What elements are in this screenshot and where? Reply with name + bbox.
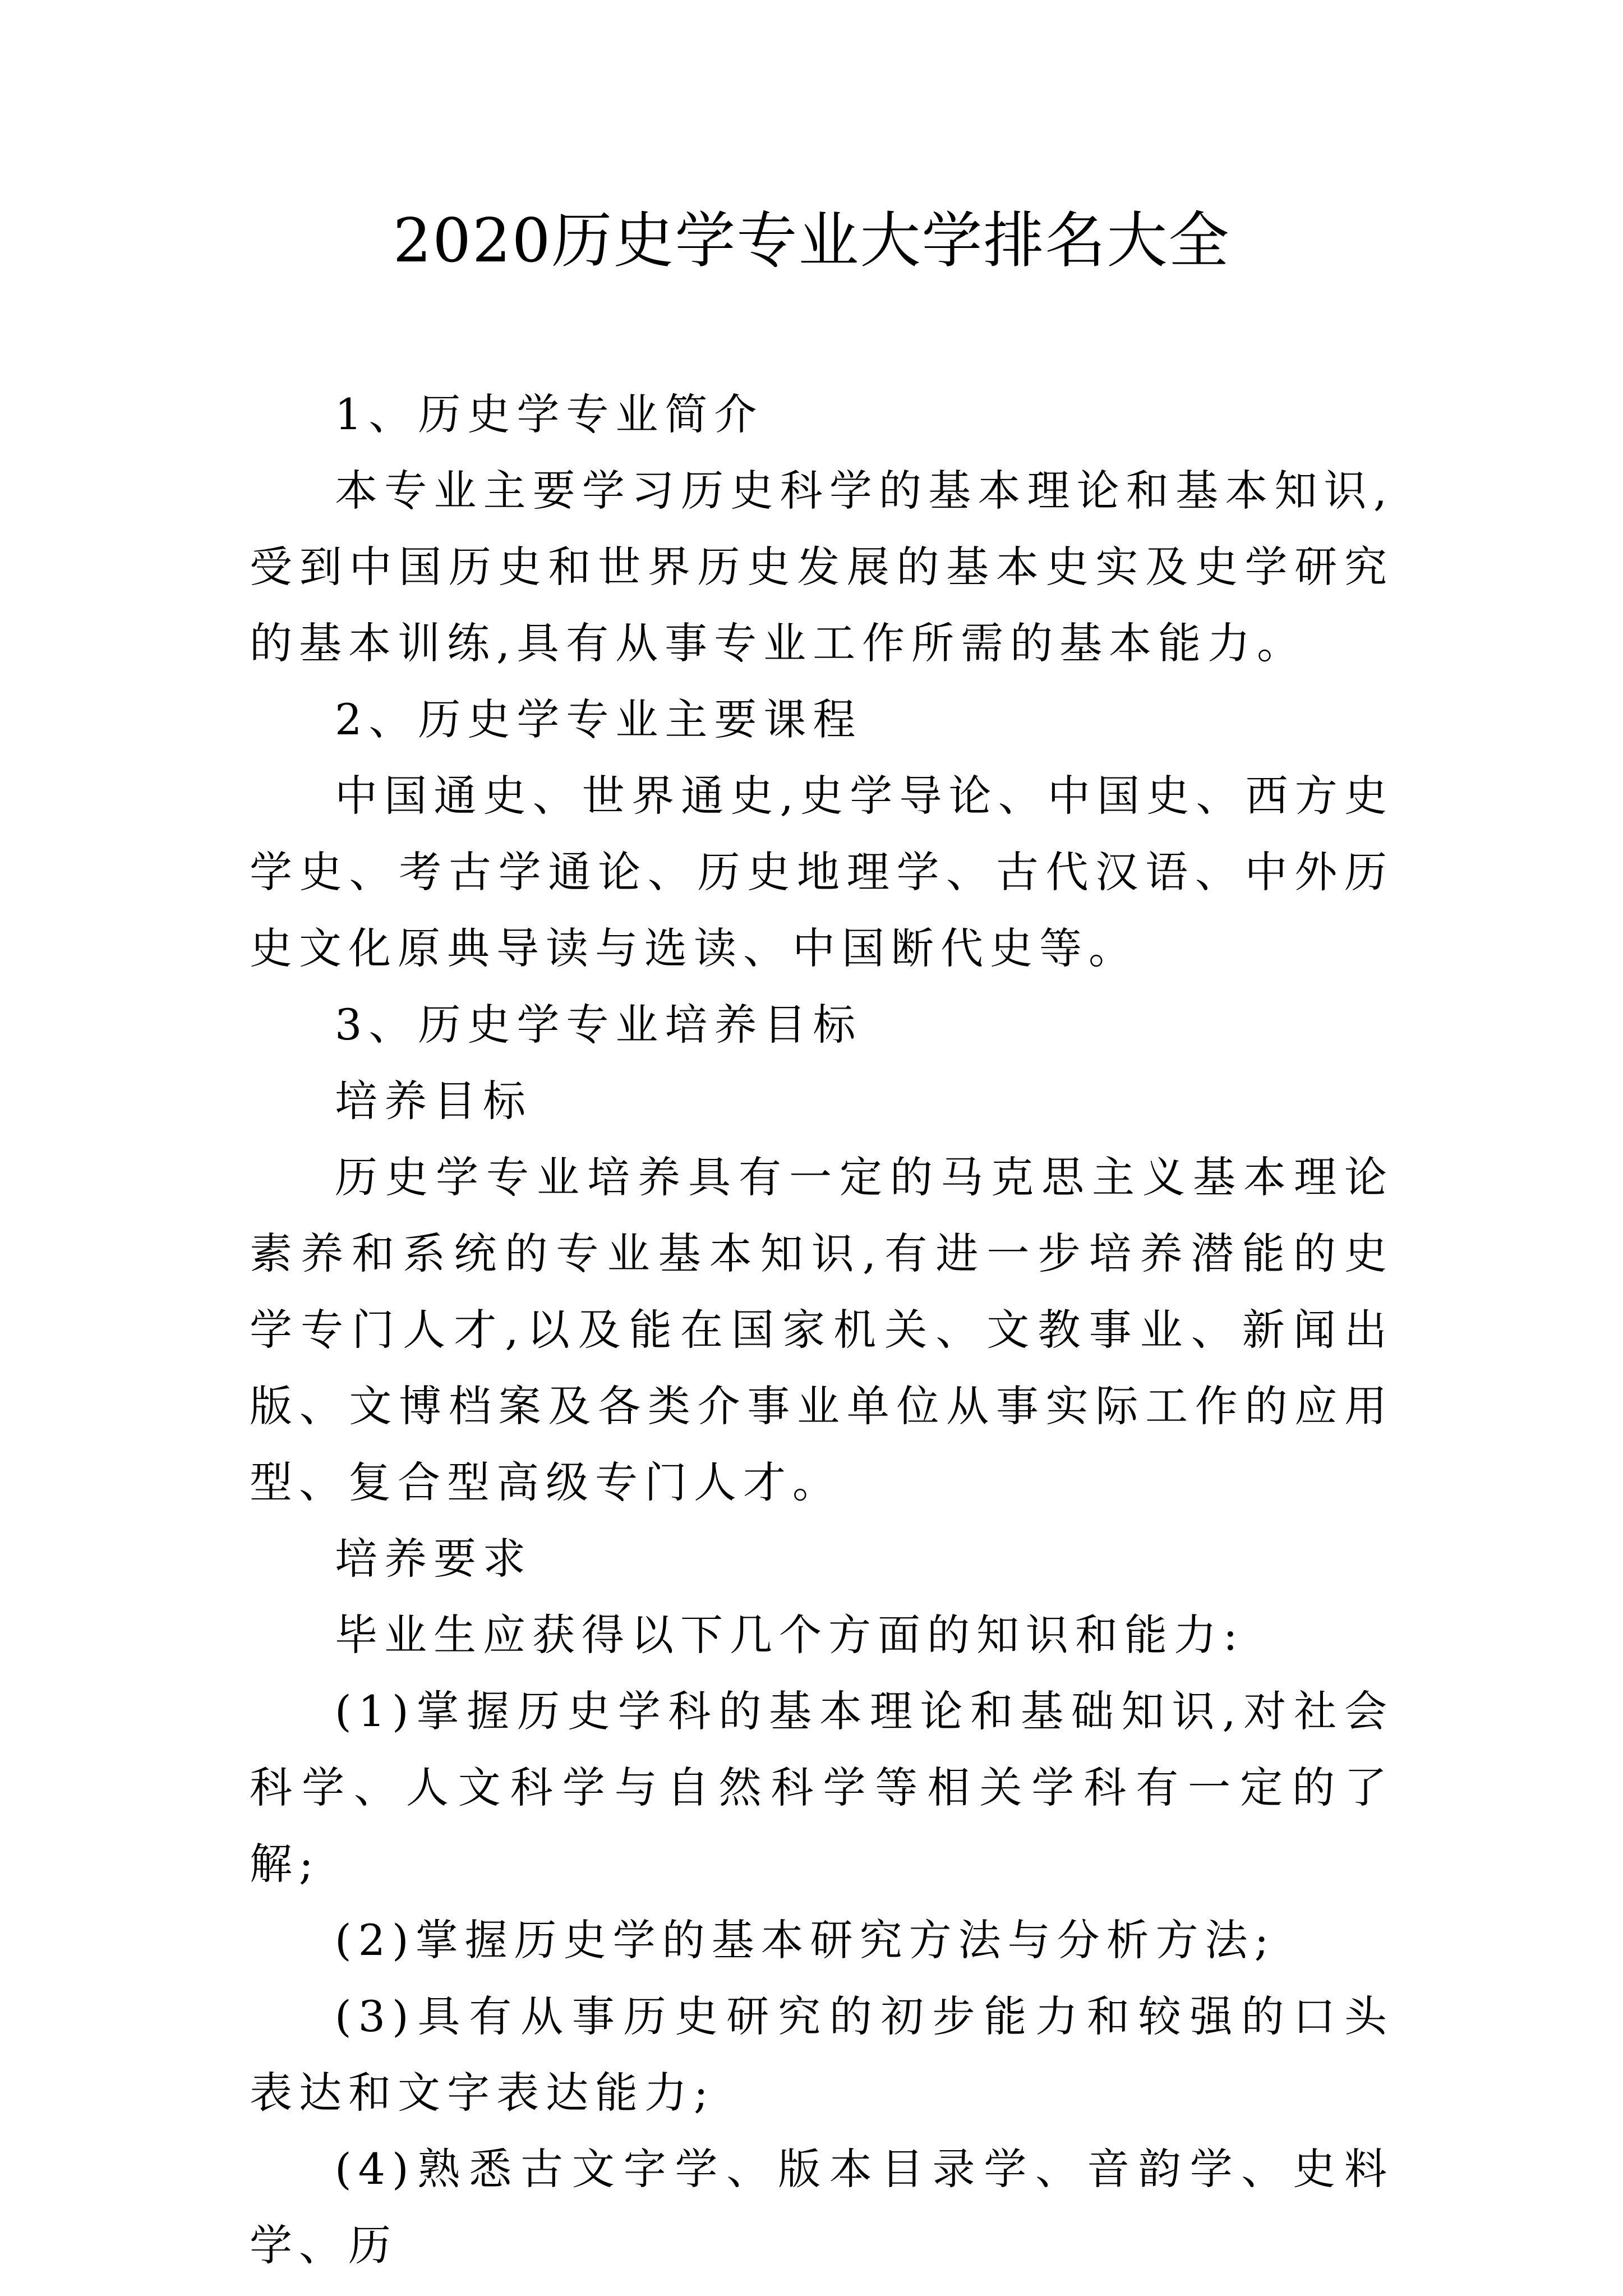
paragraph: 2、历史学专业主要课程 [335, 694, 863, 744]
paragraph: (3)具有从事历史研究的初步能力和较强的口头表达和文字表达能力; [250, 1991, 1394, 2118]
paragraph: 本专业主要学习历史科学的基本理论和基本知识,受到中国历史和世界历史发展的基本史实及史学研究的基本训练,具有从事专业工作所需的基本能力。 [250, 466, 1394, 668]
paragraph: 历史学专业培养具有一定的马克思主义基本理论素养和系统的专业基本知识,有进一步培养潜能的史学专门人才,以及能在国家机关、文教事业、新闻出版、文博档案及各类介事业单位从事实际工作的应用型、复合型高级专门人才。 [250, 1152, 1394, 1507]
paragraph: 3、历史学专业培养目标 [335, 1000, 863, 1050]
paragraph: 培养要求 [335, 1534, 532, 1584]
paragraph: 中国通史、世界通史,史学导论、中国史、西方史学史、考古学通论、历史地理学、古代汉语、中外历史文化原典导读与选读、中国断代史等。 [250, 771, 1394, 973]
paragraph: 毕业生应获得以下几个方面的知识和能力: [335, 1610, 1244, 1660]
document-body [250, 376, 1394, 2284]
document-title: 2020历史学专业大学排名大全 [393, 206, 1230, 276]
paragraph: 1、历史学专业简介 [335, 389, 764, 439]
paragraph: (1)掌握历史学科的基本理论和基础知识,对社会科学、人文科学与自然科学等相关学科有一定的了解; [250, 1686, 1394, 1889]
paragraph: (2)掌握历史学的基本研究方法与分析方法; [335, 1915, 1276, 1965]
paragraph: 培养目标 [335, 1076, 532, 1126]
paragraph: (4)熟悉古文字学、版本目录学、音韵学、史料学、历 [250, 2144, 1394, 2270]
